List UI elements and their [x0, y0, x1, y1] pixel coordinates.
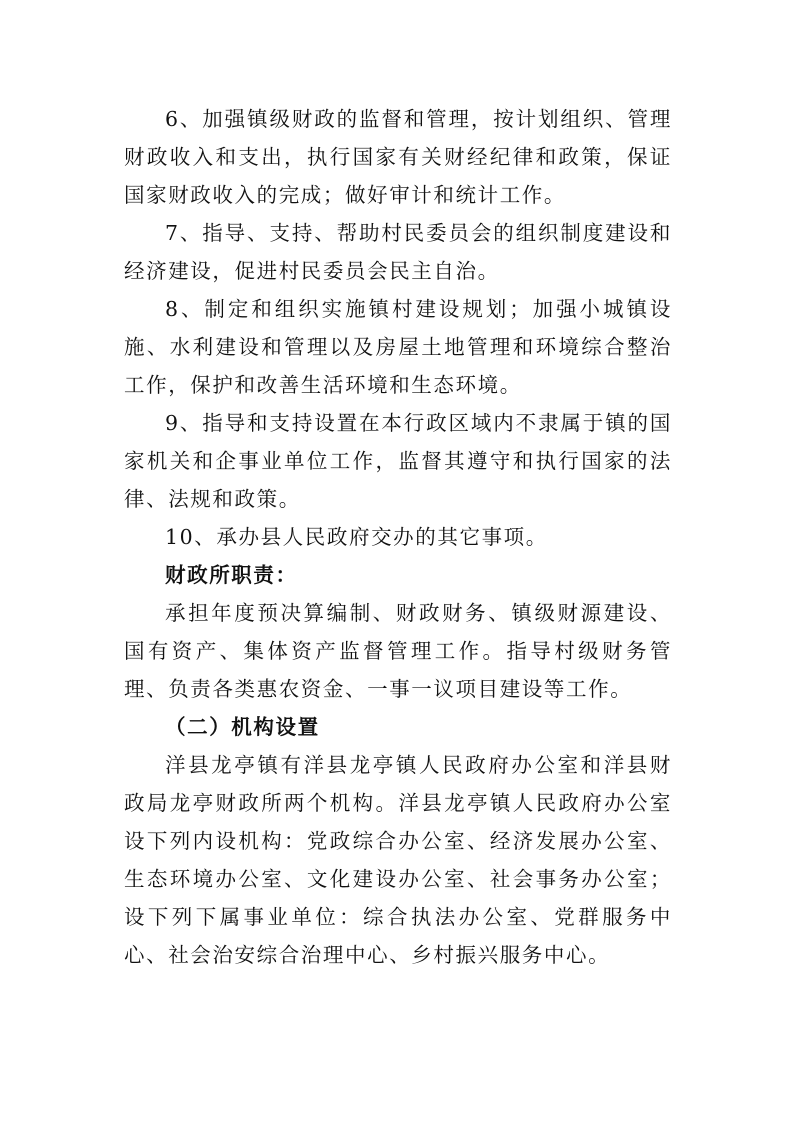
finance-office-heading: 财政所职责：: [165, 563, 298, 587]
paragraph-item-8: 8、制定和组织实施镇村建设规划；加强小城镇设施、水利建设和管理以及房屋土地管理和环境综合整治工作，保护和改善生活环境和生态环境。: [124, 297, 672, 397]
paragraph-item-10: 10、承办县人民政府交办的其它事项。: [165, 525, 548, 549]
finance-office-body: 承担年度预决算编制、财政财务、镇级财源建设、国有资产、集体资产监督管理工作。指导村级财务管理、负责各类惠农资金、一事一议项目建设等工作。: [124, 601, 672, 701]
institutions-body: 洋县龙亭镇有洋县龙亭镇人民政府办公室和洋县财政局龙亭财政所两个机构。洋县龙亭镇人民政府办公室设下列内设机构：党政综合办公室、经济发展办公室、生态环境办公室、文化建设办公室、社会事务办公室；设下列下属事业单位：综合执法办公室、党群服务中心、社会治安综合治理中心、乡村振兴服务中心。: [124, 753, 672, 967]
paragraph-item-7: 7、指导、支持、帮助村民委员会的组织制度建设和经济建设，促进村民委员会民主自治。: [124, 221, 672, 283]
paragraph-item-6: 6、加强镇级财政的监督和管理，按计划组织、管理财政收入和支出，执行国家有关财经纪律和政策，保证国家财政收入的完成；做好审计和统计工作。: [124, 107, 672, 207]
paragraph-item-9: 9、指导和支持设置在本行政区域内不隶属于镇的国家机关和企事业单位工作，监督其遵守和执行国家的法律、法规和政策。: [124, 411, 672, 511]
institutions-heading: （二）机构设置: [165, 715, 320, 739]
document-body: [124, 100, 672, 974]
